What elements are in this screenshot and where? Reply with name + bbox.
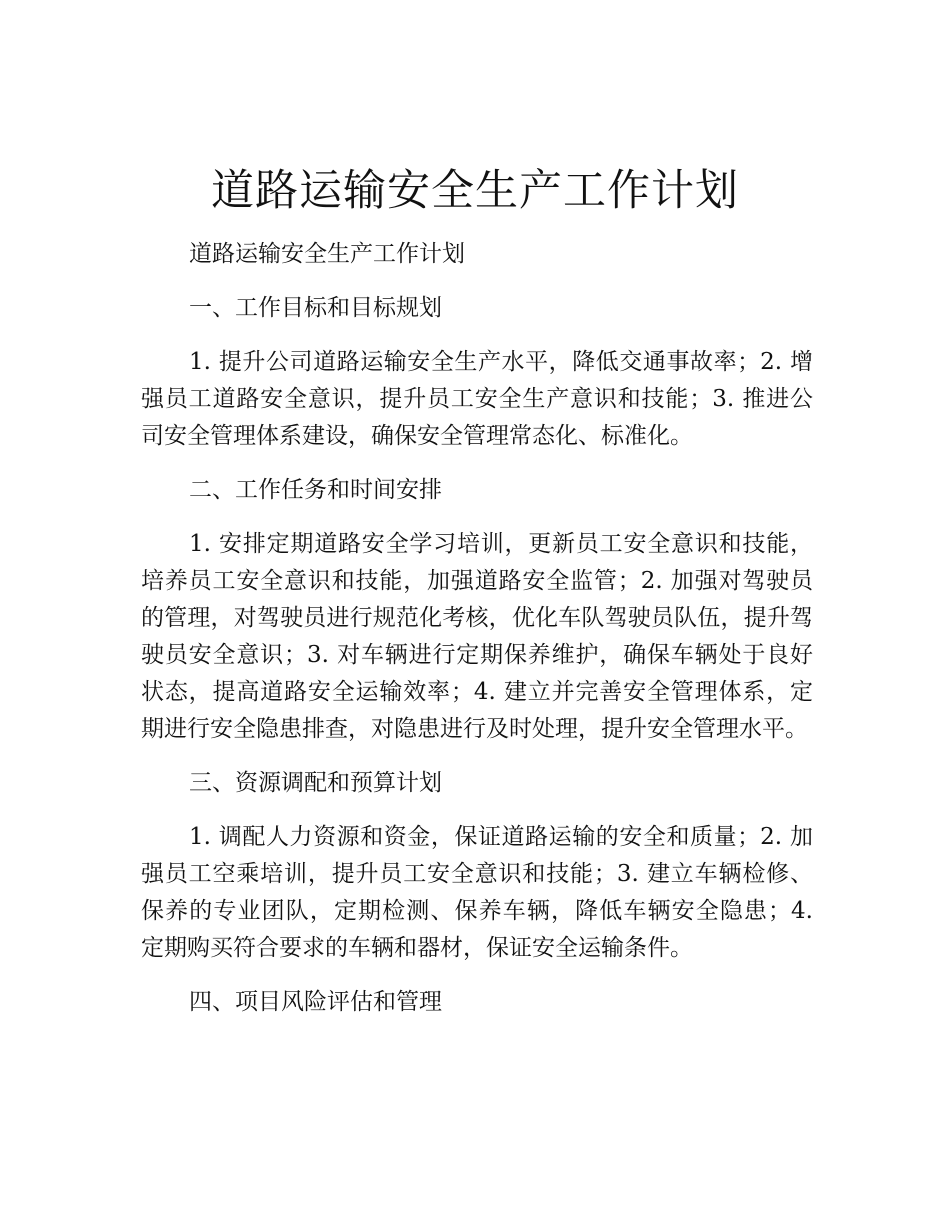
section-heading-3: 三、资源调配和预算计划 <box>189 770 442 796</box>
subtitle-paragraph: 道路运输安全生产工作计划 <box>189 241 465 267</box>
document-title: 道路运输安全生产工作计划 <box>211 166 739 216</box>
section-heading-2: 二、工作任务和时间安排 <box>189 477 442 503</box>
section-2-body: 1. 安排定期道路安全学习培训，更新员工安全意识和技能，培养员工安全意识和技能，加强道路安全监管；2. 加强对驾驶员的管理，对驾驶员进行规范化考核，优化车队驾驶员队伍，提升驾驶员安全意识；3. 对车辆进行定期保养维护，确保车辆处于良好状态，提高道路安全运输效率；4. 建立并完善安全管理体系，定期进行安全隐患排查，对隐患进行及时处理，提升安全管理水平。 <box>141 531 813 742</box>
section-heading-1: 一、工作目标和目标规划 <box>189 295 442 321</box>
section-3-body: 1. 调配人力资源和资金，保证道路运输的安全和质量；2. 加强员工空乘培训，提升员工安全意识和技能；3. 建立车辆检修、保养的专业团队，定期检测、保养车辆，降低车辆安全隐患；4. 定期购买符合要求的车辆和器材，保证安全运输条件。 <box>141 824 813 961</box>
document-body <box>141 236 813 1021</box>
section-1-body: 1. 提升公司道路运输安全生产水平，降低交通事故率；2. 增强员工道路安全意识，提升员工安全生产意识和技能；3. 推进公司安全管理体系建设，确保安全管理常态化、标准化。 <box>141 349 813 449</box>
section-heading-4: 四、项目风险评估和管理 <box>189 989 442 1015</box>
